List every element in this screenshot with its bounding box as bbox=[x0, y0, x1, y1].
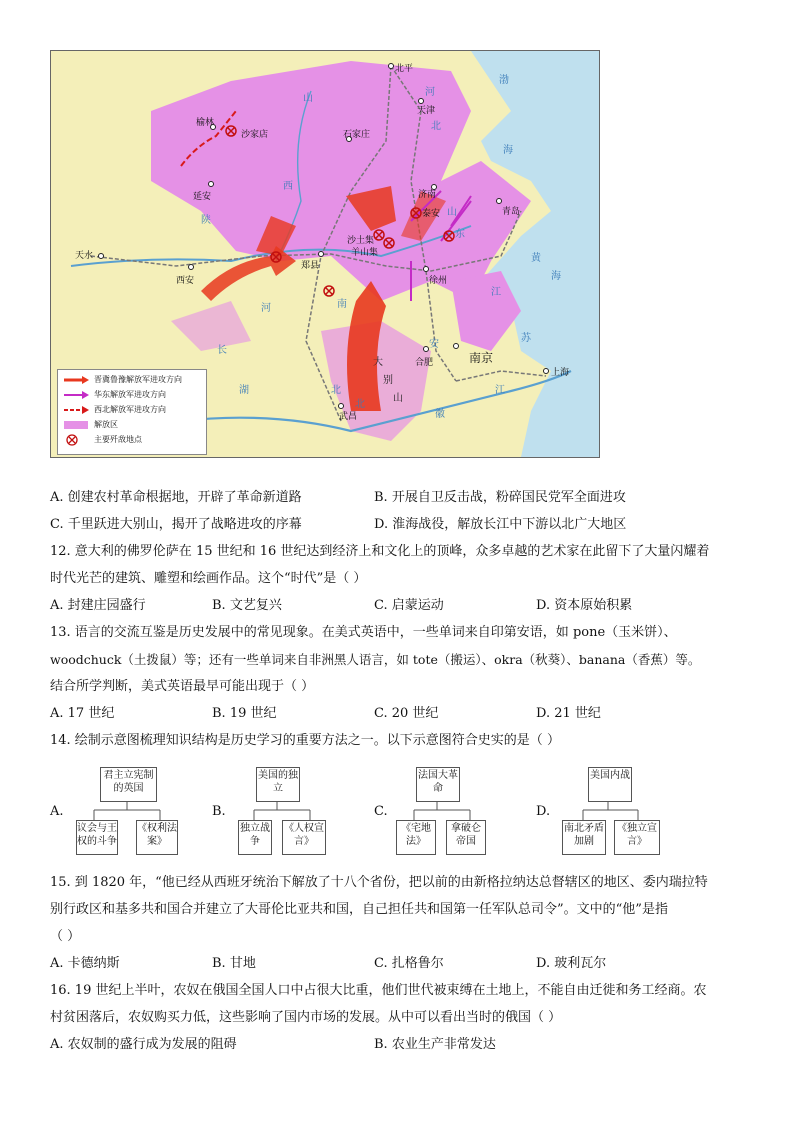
place-shijiazhuang: 石家庄 bbox=[343, 130, 371, 140]
region-label: 江 bbox=[491, 287, 501, 298]
place-xian: 西安 bbox=[176, 276, 195, 286]
place-nanjing: 南京 bbox=[469, 351, 494, 365]
place-shatuji: 沙土集 bbox=[347, 236, 375, 246]
q14-stem: 14. 绘制示意图梳理知识结构是历史学习的重要方法之一。以下示意图符合史实的是（ ） bbox=[50, 733, 560, 748]
place-shajiadian: 沙家店 bbox=[241, 130, 269, 140]
q12-option-b[interactable]: B. 文艺复兴 bbox=[212, 598, 282, 613]
q14-c-right-box: 拿破仑帝国 bbox=[446, 820, 486, 855]
q14-option-d-label[interactable]: D. bbox=[536, 804, 551, 819]
liberated-area-swatch bbox=[62, 419, 90, 431]
q12-option-d[interactable]: D. 资本原始积累 bbox=[536, 598, 633, 613]
q15-stem-line3: （ ） bbox=[50, 929, 81, 944]
place-tianjin: 天津 bbox=[417, 106, 436, 116]
q16-stem-line1: 16. 19 世纪上半叶，农奴在俄国全国人口中占很大比重，他们世代被束缚在土地上，不能自由迁徙和务工经商。农 bbox=[50, 983, 707, 998]
region-label: 西 bbox=[283, 181, 293, 192]
region-label: 海 bbox=[503, 145, 513, 156]
q14-c-top-box: 法国大革命 bbox=[416, 767, 460, 802]
q14-option-c-label[interactable]: C. bbox=[374, 804, 388, 819]
q14-option-b-label[interactable]: B. bbox=[212, 804, 226, 819]
place-zhengxian: 郑县 bbox=[301, 261, 320, 271]
place-hefei: 合肥 bbox=[415, 358, 434, 368]
region-label: 山 bbox=[303, 93, 313, 104]
region-label: 北 bbox=[431, 121, 441, 132]
q13-option-c[interactable]: C. 20 世纪 bbox=[374, 706, 439, 721]
map-legend: 晋冀鲁豫解放军进攻方向 华东解放军进攻方向 西北解放军进攻方向 解放区 主要歼敌地点 bbox=[57, 369, 207, 455]
q11-option-c[interactable]: C. 千里跃进大别山，揭开了战略进攻的序幕 bbox=[50, 517, 302, 532]
q12-stem-line2: 时代光芒的建筑、雕塑和绘画作品。这个“时代”是（ ） bbox=[50, 571, 367, 586]
q13-stem-line1: 13. 语言的交流互鉴是历史发展中的常见现象。在美式英语中，一些单词来自印第安语，如 pone（玉米饼）、 bbox=[50, 625, 677, 640]
q12-option-a[interactable]: A. 封建庄园盛行 bbox=[50, 598, 146, 613]
region-label: 河 bbox=[261, 303, 271, 314]
dashed-arrow-icon bbox=[62, 404, 90, 416]
q13-stem-line2: woodchuck（土拨鼠）等；还有一些单词来自非洲黑人语言，如 tote（搬运）、okra（秋葵）、banana（香蕉）等。 bbox=[50, 652, 701, 667]
q13-stem-line3: 结合所学判断，美式英语最早可能出现于（ ） bbox=[50, 679, 315, 694]
place-taian: 泰安 bbox=[422, 209, 441, 219]
q14-b-top-box: 美国的独立 bbox=[256, 767, 300, 802]
region-label: 陕 bbox=[201, 215, 211, 226]
q15-stem-line1: 15. 到 1820 年，“他已经从西班牙统治下解放了十八个省份，把以前的由新格拉纳达总督辖区的地区、委内瑞拉特 bbox=[50, 875, 708, 890]
region-label: 湖 bbox=[239, 385, 249, 396]
q14-a-right-box: 《权利法案》 bbox=[136, 820, 178, 855]
red-arrow-icon bbox=[62, 374, 90, 386]
q11-option-d[interactable]: D. 淮海战役，解放长江中下游以北广大地区 bbox=[374, 517, 627, 532]
q13-option-b[interactable]: B. 19 世纪 bbox=[212, 706, 277, 721]
place-yanan: 延安 bbox=[193, 192, 212, 202]
q14-c-left-box: 《宅地法》 bbox=[396, 820, 436, 855]
region-label: 黄 bbox=[531, 253, 541, 264]
q14-d-left-box: 南北矛盾加剧 bbox=[562, 820, 606, 855]
q12-stem-line1: 12. 意大利的佛罗伦萨在 15 世纪和 16 世纪达到经济上和文化上的顶峰，众多卓越的艺术家在此留下了大量闪耀着 bbox=[50, 544, 710, 559]
region-label: 河 bbox=[425, 87, 435, 98]
q13-option-a[interactable]: A. 17 世纪 bbox=[50, 706, 115, 721]
region-label: 徽 bbox=[435, 409, 445, 420]
q13-option-d[interactable]: D. 21 世纪 bbox=[536, 706, 601, 721]
region-label: 东 bbox=[455, 229, 465, 240]
q14-d-right-box: 《独立宣言》 bbox=[614, 820, 660, 855]
q14-option-a-label[interactable]: A. bbox=[50, 804, 64, 819]
region-label: 江 bbox=[495, 385, 505, 396]
q16-option-b[interactable]: B. 农业生产非常发达 bbox=[374, 1037, 496, 1052]
liberation-war-map bbox=[50, 50, 600, 458]
q15-option-c[interactable]: C. 扎格鲁尔 bbox=[374, 956, 444, 971]
place-tianshui: 天水 bbox=[75, 251, 94, 261]
place-wuchang: 武昌 bbox=[339, 412, 358, 422]
q14-b-left-box: 独立战争 bbox=[238, 820, 272, 855]
q15-option-b[interactable]: B. 甘地 bbox=[212, 956, 256, 971]
q15-option-a[interactable]: A. 卡德纳斯 bbox=[50, 956, 120, 971]
q12-option-c[interactable]: C. 启蒙运动 bbox=[374, 598, 444, 613]
q14-d-top-box: 美国内战 bbox=[588, 767, 632, 802]
q14-a-top-box: 君主立宪制的英国 bbox=[100, 767, 157, 802]
region-label: 山 bbox=[393, 393, 403, 404]
region-label: 北 bbox=[355, 399, 365, 410]
q15-option-d[interactable]: D. 玻利瓦尔 bbox=[536, 956, 607, 971]
place-yangshanji: 羊山集 bbox=[351, 248, 379, 258]
region-label: 安 bbox=[429, 339, 439, 350]
place-shanghai: 上海 bbox=[551, 368, 570, 378]
q16-option-a[interactable]: A. 农奴制的盛行成为发展的阻碍 bbox=[50, 1037, 237, 1052]
q15-stem-line2: 别行政区和基多共和国合并建立了大哥伦比亚共和国，自己担任共和国第一任军队总司令”。文中的“他”是指 bbox=[50, 902, 668, 917]
q11-option-b[interactable]: B. 开展自卫反击战，粉碎国民党军全面进攻 bbox=[374, 490, 626, 505]
region-label: 别 bbox=[383, 375, 393, 386]
magenta-arrow-icon bbox=[62, 389, 90, 401]
region-label: 南 bbox=[337, 299, 347, 310]
region-label: 海 bbox=[551, 271, 561, 282]
region-label: 大 bbox=[373, 357, 383, 368]
place-xuzhou: 徐州 bbox=[429, 276, 448, 286]
region-label: 北 bbox=[331, 385, 341, 396]
place-qingdao: 青岛 bbox=[502, 207, 521, 217]
battle-marker-icon bbox=[62, 434, 90, 446]
region-label: 山 bbox=[447, 207, 457, 218]
place-jinan: 济南 bbox=[418, 190, 437, 200]
place-beiping: 北平 bbox=[395, 64, 414, 74]
q14-b-right-box: 《人权宣言》 bbox=[282, 820, 326, 855]
region-label: 渤 bbox=[499, 75, 509, 86]
q14-a-left-box: 议会与王权的斗争 bbox=[76, 820, 118, 855]
region-label: 苏 bbox=[521, 333, 531, 344]
place-yulin: 榆林 bbox=[196, 118, 215, 128]
q11-option-a[interactable]: A. 创建农村革命根据地，开辟了革命新道路 bbox=[50, 490, 302, 505]
q16-stem-line2: 村贫困落后，农奴购买力低，这些影响了国内市场的发展。从中可以看出当时的俄国（ ） bbox=[50, 1010, 562, 1025]
region-label: 长 bbox=[217, 345, 227, 356]
